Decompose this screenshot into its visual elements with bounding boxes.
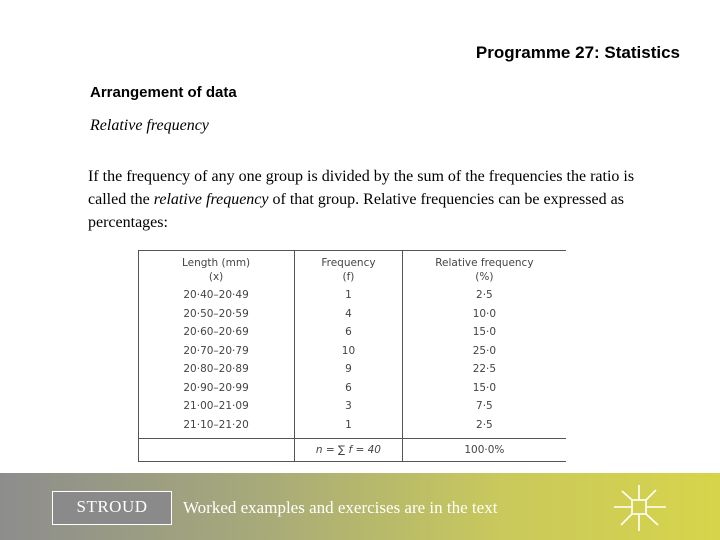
subsection-title: Relative frequency	[90, 117, 209, 134]
total-frequency: n = ∑ f = 40	[295, 439, 403, 462]
header-frequency: Frequency (f)	[295, 251, 403, 287]
compass-star-icon	[612, 483, 668, 533]
footer-message: Worked examples and exercises are in the text	[183, 498, 498, 517]
body-paragraph	[88, 165, 668, 234]
total-empty-cell	[138, 439, 295, 462]
table-row: 20·50–20·59 4 10·0	[138, 305, 566, 324]
header-relative-frequency: Relative frequency (%)	[402, 251, 566, 287]
stroud-logo	[52, 491, 172, 525]
body-text-part-1: If the frequency of any one group is divided by the sum of the frequencies the ratio is called the	[88, 168, 635, 208]
table-row: 20·70–20·79 10 25·0	[138, 342, 566, 361]
table-row: 20·80–20·89 9 22·5	[138, 360, 566, 379]
table-row: 21·10–21·20 1 2·5	[138, 416, 566, 435]
header-length: Length (mm) (x)	[138, 251, 295, 287]
body-text-part-2: of that group. Relative frequencies can be expressed as percentages:	[88, 191, 624, 231]
table-row: 21·00–21·09 3 7·5	[138, 397, 566, 416]
body-text-emphasis: relative frequency	[153, 191, 269, 208]
footer-bar	[0, 473, 720, 540]
programme-title: Programme 27: Statistics	[475, 43, 680, 62]
table-row: 20·40–20·49 1 2·5	[138, 286, 566, 305]
section-title: Arrangement of data	[90, 84, 237, 101]
table-header-row	[138, 251, 566, 287]
total-relative: 100·0%	[402, 439, 566, 462]
table-total-row	[138, 439, 566, 462]
table-row: 20·60–20·69 6 15·0	[138, 323, 566, 342]
table-row: 20·90–20·99 6 15·0	[138, 379, 566, 398]
frequency-table	[138, 250, 566, 462]
stroud-logo-text: STROUD	[76, 497, 148, 516]
table-left-rule	[138, 250, 139, 462]
